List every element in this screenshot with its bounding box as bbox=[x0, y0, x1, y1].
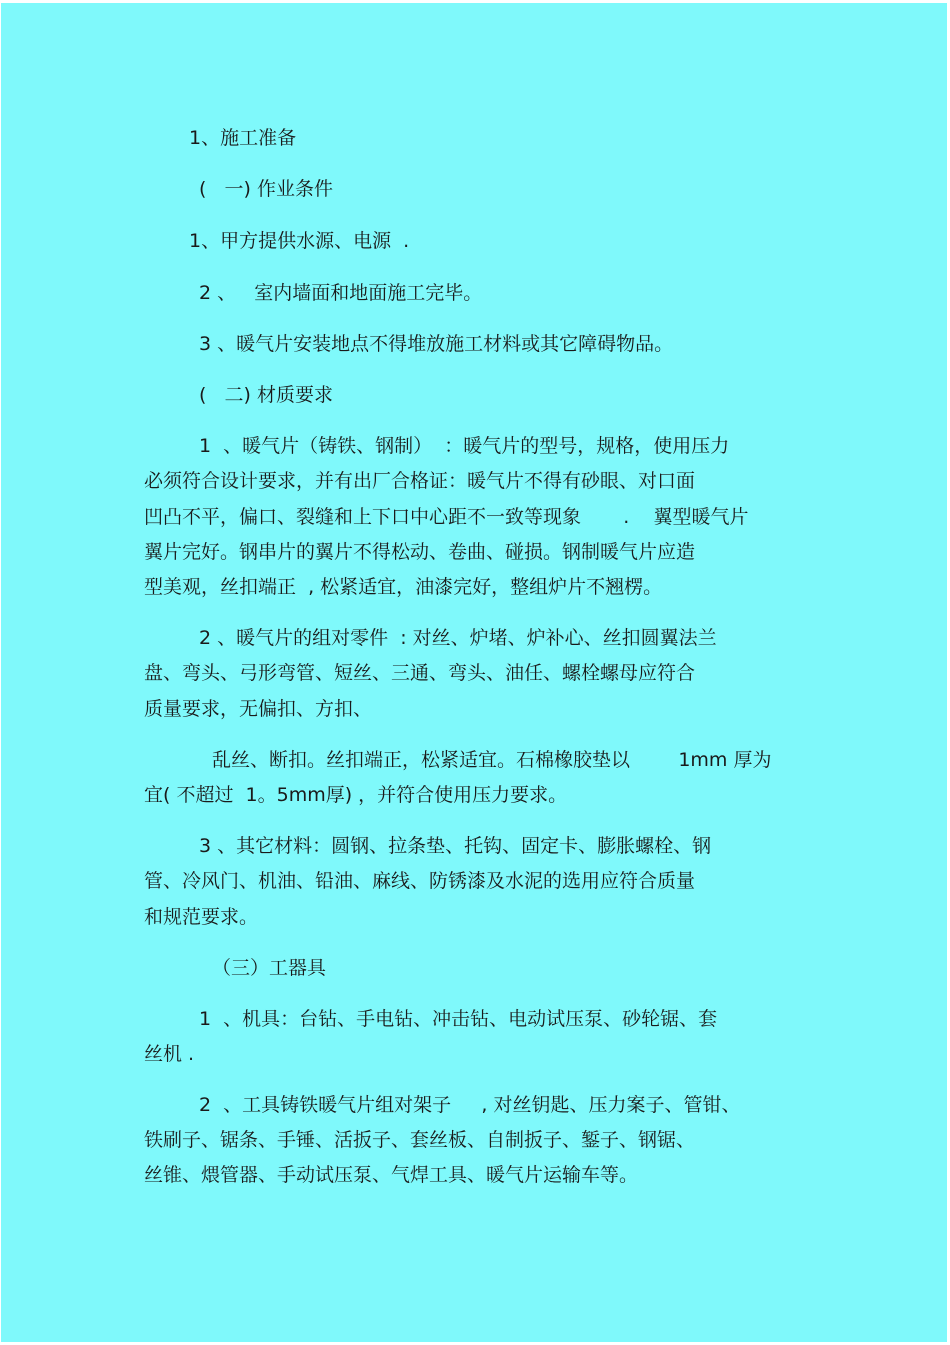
paragraph-line: 管、冷风门、机油、铅油、麻线、防锈漆及水泥的选用应符合质量 bbox=[144, 870, 696, 892]
heading: 1、施工准备 bbox=[189, 127, 297, 149]
paragraph-line: 翼片完好。钢串片的翼片不得松动、卷曲、碰损。钢制暖气片应造 bbox=[144, 541, 696, 563]
paragraph-line: 盘、弯头、弓形弯管、短丝、三通、弯头、油任、螺栓螺母应符合 bbox=[144, 662, 696, 684]
section-title: ( 二) 材质要求 bbox=[199, 384, 333, 406]
paragraph-line: 宜( 不超过 1。5mm厚) ，并符合使用压力要求。 bbox=[144, 784, 568, 806]
paragraph-line: 乱丝、断扣。丝扣端正，松紧适宜。石棉橡胶垫以 1mm 厚为 bbox=[212, 749, 772, 771]
paragraph-line: 3 、暖气片安装地点不得堆放施工材料或其它障碍物品。 bbox=[199, 333, 674, 355]
section-title: （三）工器具 bbox=[212, 957, 327, 979]
paragraph-line: 必须符合设计要求，并有出厂合格证：暖气片不得有砂眼、对口面 bbox=[144, 470, 696, 492]
paragraph-line: 2 、暖气片的组对零件 : 对丝、炉堵、炉补心、丝扣圆翼法兰 bbox=[199, 627, 717, 649]
paragraph-line: 型美观，丝扣端正 , 松紧适宜，油漆完好，整组炉片不翘楞。 bbox=[144, 576, 663, 598]
paragraph-line: 丝锥、煨管器、手动试压泵、气焊工具、暖气片运输车等。 bbox=[144, 1164, 639, 1186]
paragraph-line: 质量要求，无偏扣、方扣、 bbox=[144, 698, 373, 720]
section-title: ( 一) 作业条件 bbox=[199, 178, 333, 200]
paragraph-line: 3 、其它材料：圆钢、拉条垫、托钩、固定卡、膨胀螺栓、钢 bbox=[199, 835, 712, 857]
paragraph-line: 1、甲方提供水源、电源 . bbox=[189, 230, 410, 252]
paragraph-line: 和规范要求。 bbox=[144, 906, 259, 928]
paragraph-line: 1 、暖气片（铸铁、钢制） ：暖气片的型号，规格，使用压力 bbox=[199, 435, 730, 457]
paragraph-line: 铁刷子、锯条、手锤、活扳子、套丝板、自制扳子、錾子、钢锯、 bbox=[144, 1129, 696, 1151]
paragraph-line: 凹凸不平，偏口、裂缝和上下口中心距不一致等现象 . 翼型暖气片 bbox=[144, 506, 749, 528]
document-page bbox=[1, 3, 947, 1342]
paragraph-line: 2 、工具铸铁暖气片组对架子 , 对丝钥匙、压力案子、管钳、 bbox=[199, 1094, 741, 1116]
paragraph-line: 丝机 . bbox=[144, 1043, 195, 1065]
paragraph-line: 1 、机具：台钻、手电钻、冲击钻、电动试压泵、砂轮锯、套 bbox=[199, 1008, 718, 1030]
paragraph-line: 2 、 室内墙面和地面施工完毕。 bbox=[199, 282, 483, 304]
